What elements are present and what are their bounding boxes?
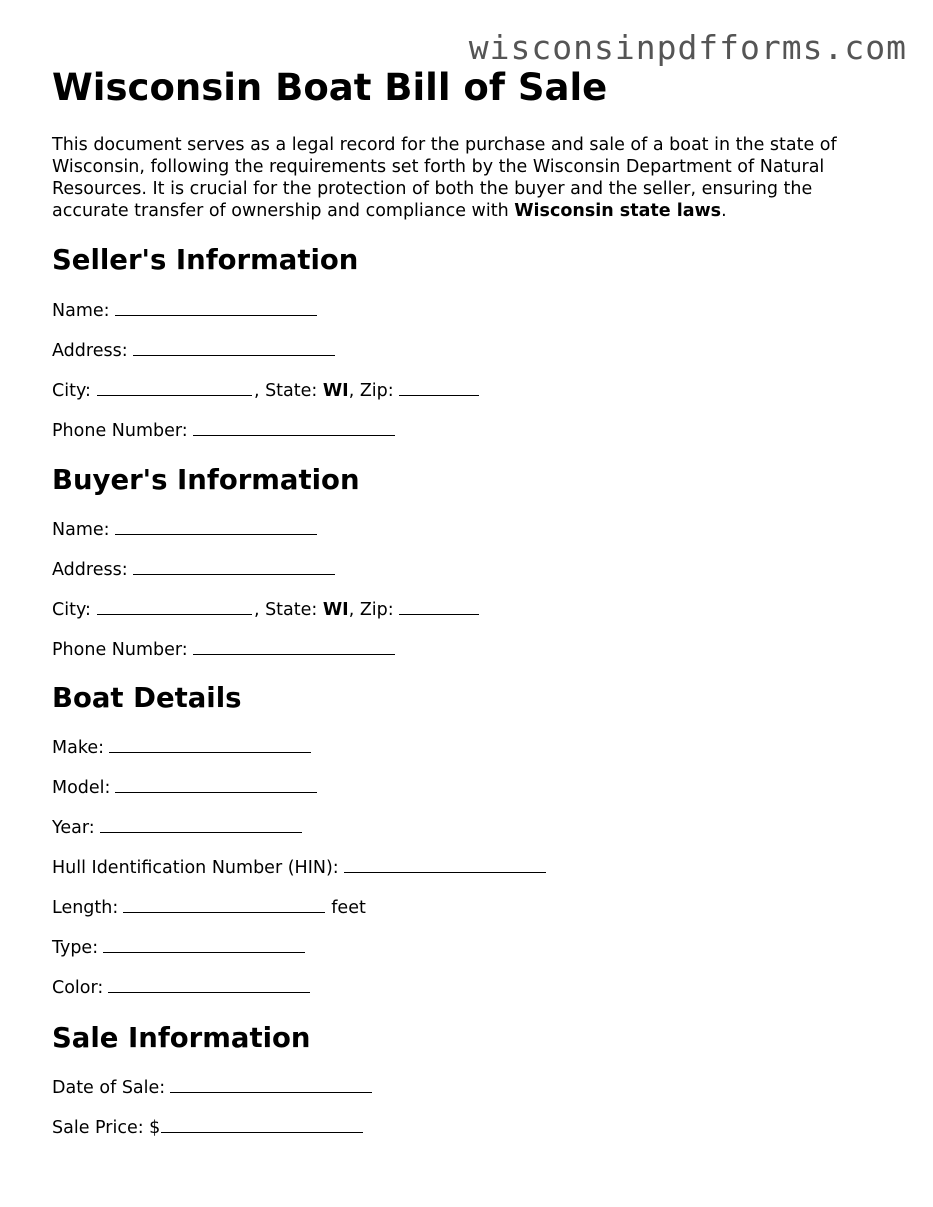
boat-hin-field[interactable] [344,858,546,873]
sale-price-row [52,1117,363,1139]
buyer-phone-field[interactable] [193,640,395,655]
seller-phone-field[interactable] [193,421,395,436]
boat-type-label: Type: [52,938,99,958]
seller-city-row [52,380,479,402]
boat-type-field[interactable] [103,938,305,953]
buyer-phone-row [52,639,395,661]
boat-make-row [52,737,311,759]
boat-hin-row [52,857,546,879]
seller-zip-field[interactable] [399,381,479,396]
buyer-heading: Buyer's Information [52,464,360,496]
boat-length-label: Length: [52,898,119,918]
sale-heading: Sale Information [52,1022,311,1054]
boat-length-row [52,897,366,919]
sale-date-row [52,1077,372,1099]
buyer-city-field[interactable] [97,600,252,615]
boat-type-row [52,937,305,959]
boat-length-unit: feet [331,898,366,918]
seller-address-field[interactable] [133,341,335,356]
intro-bold-text: Wisconsin state laws [514,201,722,221]
buyer-address-label: Address: [52,560,128,580]
buyer-state-value: WI [322,600,349,620]
seller-address-label: Address: [52,341,128,361]
seller-city-label: City: [52,381,91,401]
buyer-phone-label: Phone Number: [52,640,188,660]
sale-price-label: Sale Price: $ [52,1118,161,1138]
boat-length-field[interactable] [123,898,325,913]
boat-model-field[interactable] [115,778,317,793]
buyer-name-field[interactable] [115,520,317,535]
boat-color-row [52,977,310,999]
intro-end: . [721,201,727,221]
seller-phone-row [52,420,395,442]
buyer-name-label: Name: [52,520,110,540]
buyer-city-label: City: [52,600,91,620]
sale-date-field[interactable] [170,1078,372,1093]
buyer-zip-label: , Zip: [348,600,394,620]
boat-make-label: Make: [52,738,104,758]
seller-name-field[interactable] [115,301,317,316]
buyer-state-label: , State: [253,600,318,620]
sale-price-field[interactable] [161,1118,363,1133]
buyer-address-row [52,559,335,581]
boat-year-field[interactable] [100,818,302,833]
seller-city-field[interactable] [97,381,252,396]
boat-year-label: Year: [52,818,95,838]
seller-zip-label: , Zip: [348,381,394,401]
boat-model-row [52,777,317,799]
boat-model-label: Model: [52,778,111,798]
boat-color-field[interactable] [108,978,310,993]
seller-phone-label: Phone Number: [52,421,188,441]
buyer-zip-field[interactable] [399,600,479,615]
seller-name-row [52,300,317,322]
site-watermark: wisconsinpdfforms.com [468,28,907,67]
page-title: Wisconsin Boat Bill of Sale [52,66,608,109]
seller-name-label: Name: [52,301,110,321]
boat-year-row [52,817,302,839]
seller-state-label: , State: [253,381,318,401]
boat-color-label: Color: [52,978,104,998]
buyer-address-field[interactable] [133,560,335,575]
buyer-name-row [52,519,317,541]
seller-address-row [52,340,335,362]
intro-text: This document serves as a legal record for the purchase and sale of a boat in the state of Wisconsin, following the requirements set forth by the Wisconsin Department of Natural Resources. It is crucial for the protection of both the buyer and the seller, ensuring the accurate transfer of ownership and compliance with [52,135,837,221]
seller-state-value: WI [322,381,349,401]
intro-paragraph [52,134,892,222]
boat-hin-label: Hull Identification Number (HIN): [52,858,339,878]
sale-date-label: Date of Sale: [52,1078,166,1098]
boat-heading: Boat Details [52,682,242,714]
seller-heading: Seller's Information [52,244,359,276]
boat-make-field[interactable] [109,738,311,753]
buyer-city-row [52,599,479,621]
